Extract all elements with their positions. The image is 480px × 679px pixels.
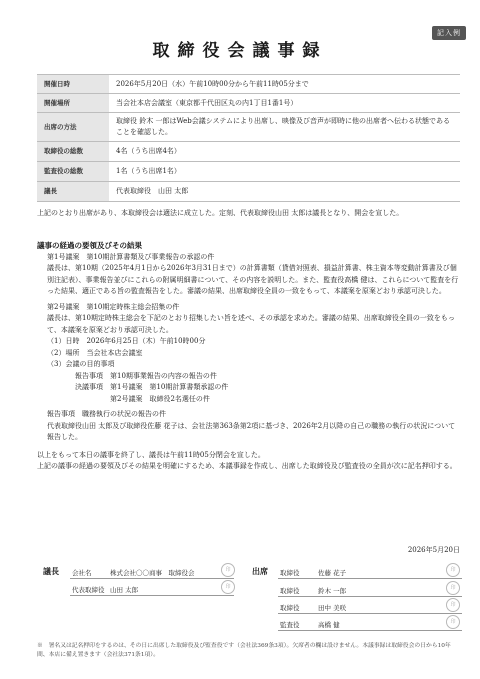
attendees-heading: 出席	[252, 567, 268, 576]
attendee-role: 取締役	[280, 587, 300, 595]
divider	[70, 595, 234, 596]
agenda-heading: 議事の経過の要領及びその結果	[37, 241, 142, 250]
list-item: （3）会議の目的事項	[47, 360, 115, 368]
report-title: 報告事項 職務執行の状況の報告の件	[47, 410, 166, 418]
info-value: 代表取締役 山田 太郎	[109, 182, 460, 202]
seal-mark: 印	[446, 581, 460, 595]
divider	[70, 578, 234, 579]
attendee-name: 鈴木 一郎	[318, 587, 347, 595]
agenda-section	[37, 240, 460, 473]
info-row	[37, 75, 460, 94]
info-value: 当会社本店会議室（東京都千代田区丸の内1丁目1番1号）	[109, 94, 460, 113]
info-row	[37, 162, 460, 182]
attendee-name: 高橋 健	[318, 621, 340, 629]
info-label: 開催日時	[37, 75, 109, 94]
document-date: 2026年5月20日	[407, 546, 460, 554]
chair-heading: 議長	[43, 567, 59, 576]
divider	[278, 630, 462, 631]
divider	[278, 578, 462, 579]
purpose-line: 報告事項 第10期事業報告の内容の報告の件	[75, 371, 217, 380]
intro-text: 上記のとおり出席があり、本取締役会は適法に成立した。定刻、代表取締役山田 太郎は議長となり、開会を宣した。	[37, 209, 404, 217]
footnote: ※ 署名又は記名押印をするのは、その日に出席した取締役及び監査役です（会社法369条3項）。欠席者の欄は設けません。本議事録は取締役会の日から10年間、本店に備え置きます（会社法371条1項）。	[37, 643, 451, 658]
seal-mark: 印	[446, 615, 460, 629]
seal-mark: 印	[446, 598, 460, 612]
attendee-role: 取締役	[280, 569, 300, 577]
info-value: 取締役 鈴木 一郎はWeb会議システムにより出席し、映像及び音声が即時に他の出席者へ伝わる状態であることを確認した。	[109, 113, 460, 142]
report-body: 代表取締役山田 太郎及び取締役佐藤 花子は、会社法第363条第2項に基づき、2026年2月以降の自己の職務の執行の状況について報告した。	[47, 421, 456, 441]
chair-role: 代表取締役	[72, 586, 105, 594]
seal-mark: 印	[221, 563, 235, 577]
divider	[278, 596, 462, 597]
info-label: 議長	[37, 182, 109, 202]
info-row	[37, 113, 460, 142]
item2-title: 第2号議案 第10期定時株主総会招集の件	[47, 302, 180, 311]
attendee-name: 佐藤 花子	[318, 569, 347, 577]
attendee-role: 取締役	[280, 604, 300, 612]
info-value: 1名（うち出席1名）	[109, 162, 460, 182]
meeting-info-table	[37, 74, 460, 202]
purpose-line: 決議事項 第1号議案 第10期計算書類承認の件	[75, 383, 229, 391]
item1-body: 議長は、第10期（2025年4月1日から2026年3月31日まで）の計算書類（貸借対照表、損益計算書、株主資本等変動計算書及び個別注記表）、事業報告並びにこれらの附属明細書について、その内容を説明した。また、監査役高橋 健は、これらについて監査を行った結果、適正である旨の監査報告をした。審議の結果、出席取締役全員の一致をもって、本議案を原案どおり承認可決した。	[47, 264, 459, 295]
item2-body: 議長は、第10期定時株主総会を下記のとおり招集したい旨を述べ、その承認を求めた。審議の結果、出席取締役全員の一致をもって、本議案を原案どおり承認可決した。	[47, 314, 455, 334]
chair-name: 山田 太郎	[110, 586, 139, 594]
info-label: 開催場所	[37, 94, 109, 113]
info-label: 出席の方法	[37, 113, 109, 142]
info-row	[37, 94, 460, 113]
info-value: 2026年5月20日（水）午前10時00分から午前11時05分まで	[109, 75, 460, 94]
company-label: 会社名	[72, 569, 92, 577]
company-name: 株式会社〇〇商事 取締役会	[110, 569, 195, 577]
attendee-role: 監査役	[280, 621, 300, 629]
item1-title: 第1号議案 第10期計算書類及び事業報告の承認の件	[47, 252, 215, 261]
purpose-line: 第2号議案 取締役2名選任の件	[75, 394, 210, 403]
divider	[278, 613, 462, 614]
seal-mark: 印	[446, 563, 460, 577]
page-title: 取締役会議事録	[152, 41, 328, 61]
info-label: 監査役の総数	[37, 162, 109, 182]
list-item: （2）場所 当会社本店会議室	[47, 348, 143, 357]
closing-text: 上記の議事の経過の要領及びその結果を明確にするため、本議事録を作成し、出席した取締役及び監査役の全員が次に記名押印する。	[37, 462, 457, 470]
example-badge: 記入例	[432, 26, 466, 40]
closing-text: 以上をもって本日の議事を終了し、議長は午前11時05分閉会を宣した。	[37, 450, 265, 459]
attendee-name: 田中 美咲	[318, 604, 347, 612]
info-row	[37, 142, 460, 162]
info-value: 4名（うち出席4名）	[109, 142, 460, 162]
seal-mark: 印	[221, 580, 235, 594]
list-item: （1）日時 2026年6月25日（木）午前10時00分	[47, 337, 206, 345]
info-row	[37, 182, 460, 202]
info-label: 取締役の総数	[37, 142, 109, 162]
